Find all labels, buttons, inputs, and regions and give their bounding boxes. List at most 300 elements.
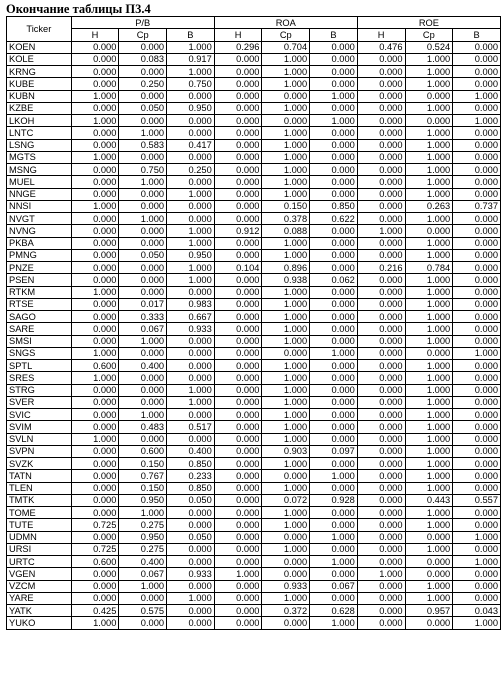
value-cell: 1.000 xyxy=(119,213,167,225)
value-cell: 0.000 xyxy=(357,433,405,445)
value-cell: 0.000 xyxy=(310,139,358,151)
value-cell: 1.000 xyxy=(453,90,501,102)
value-cell: 0.104 xyxy=(214,262,262,274)
value-cell: 0.000 xyxy=(310,298,358,310)
value-cell: 0.000 xyxy=(453,188,501,200)
ticker-cell: SVER xyxy=(7,396,72,408)
header-row-sub xyxy=(7,29,501,41)
value-cell: 0.583 xyxy=(119,139,167,151)
value-cell: 0.000 xyxy=(214,360,262,372)
value-cell: 0.000 xyxy=(310,421,358,433)
value-cell: 1.000 xyxy=(119,409,167,421)
table-row xyxy=(7,507,501,519)
value-cell: 0.000 xyxy=(453,580,501,592)
value-cell: 0.000 xyxy=(71,482,119,494)
value-cell: 0.000 xyxy=(214,445,262,457)
ticker-cell: PNZE xyxy=(7,262,72,274)
table-row xyxy=(7,139,501,151)
value-cell: 1.000 xyxy=(405,396,453,408)
value-cell: 0.000 xyxy=(214,605,262,617)
value-cell: 0.000 xyxy=(357,200,405,212)
value-cell: 0.000 xyxy=(310,396,358,408)
value-cell: 0.000 xyxy=(71,580,119,592)
value-cell: 0.000 xyxy=(119,90,167,102)
value-cell: 0.903 xyxy=(262,445,310,457)
value-cell: 0.000 xyxy=(453,433,501,445)
value-cell: 0.000 xyxy=(453,384,501,396)
value-cell: 0.000 xyxy=(214,66,262,78)
value-cell: 1.000 xyxy=(310,347,358,359)
table-row xyxy=(7,151,501,163)
table-row xyxy=(7,323,501,335)
value-cell: 0.000 xyxy=(357,127,405,139)
value-cell: 0.050 xyxy=(119,102,167,114)
ticker-cell: NNSI xyxy=(7,200,72,212)
value-cell: 0.378 xyxy=(262,213,310,225)
value-cell: 0.517 xyxy=(167,421,215,433)
value-cell: 0.000 xyxy=(405,568,453,580)
value-cell: 0.400 xyxy=(119,556,167,568)
value-cell: 0.784 xyxy=(405,262,453,274)
value-cell: 1.000 xyxy=(262,592,310,604)
value-cell: 0.000 xyxy=(357,139,405,151)
table-caption: Окончание таблицы П3.4 xyxy=(6,2,151,16)
value-cell: 0.000 xyxy=(214,164,262,176)
value-cell: 1.000 xyxy=(405,127,453,139)
value-cell: 1.000 xyxy=(71,115,119,127)
value-cell: 0.000 xyxy=(167,556,215,568)
table-row xyxy=(7,90,501,102)
value-cell: 0.000 xyxy=(214,372,262,384)
value-cell: 0.000 xyxy=(214,433,262,445)
value-cell: 1.000 xyxy=(453,556,501,568)
value-cell: 0.000 xyxy=(310,188,358,200)
value-cell: 1.000 xyxy=(310,470,358,482)
value-cell: 0.400 xyxy=(167,445,215,457)
value-cell: 0.072 xyxy=(262,494,310,506)
ticker-cell: TOME xyxy=(7,507,72,519)
value-cell: 1.000 xyxy=(357,225,405,237)
value-cell: 1.000 xyxy=(310,556,358,568)
value-cell: 1.000 xyxy=(71,433,119,445)
value-cell: 0.050 xyxy=(119,249,167,261)
value-cell: 1.000 xyxy=(453,531,501,543)
value-cell: 0.000 xyxy=(453,274,501,286)
value-cell: 0.000 xyxy=(453,409,501,421)
value-cell: 0.725 xyxy=(71,519,119,531)
value-cell: 0.000 xyxy=(214,458,262,470)
value-cell: 1.000 xyxy=(262,421,310,433)
ticker-cell: UDMN xyxy=(7,531,72,543)
value-cell: 0.000 xyxy=(119,396,167,408)
value-cell: 0.097 xyxy=(310,445,358,457)
value-cell: 0.000 xyxy=(357,90,405,102)
value-cell: 0.000 xyxy=(214,519,262,531)
value-cell: 0.000 xyxy=(214,409,262,421)
value-cell: 0.000 xyxy=(119,617,167,629)
value-cell: 0.000 xyxy=(214,102,262,114)
value-cell: 0.000 xyxy=(119,237,167,249)
value-cell: 0.000 xyxy=(453,482,501,494)
value-cell: 0.476 xyxy=(357,41,405,53)
value-cell: 0.000 xyxy=(310,592,358,604)
value-cell: 0.000 xyxy=(453,372,501,384)
ticker-cell: SVLN xyxy=(7,433,72,445)
table-row xyxy=(7,102,501,114)
table-header xyxy=(7,17,501,42)
value-cell: 1.000 xyxy=(310,115,358,127)
value-cell: 0.000 xyxy=(357,617,405,629)
value-cell: 1.000 xyxy=(167,188,215,200)
value-cell: 0.000 xyxy=(357,323,405,335)
value-cell: 0.000 xyxy=(214,470,262,482)
ticker-cell: KOLE xyxy=(7,53,72,65)
value-cell: 1.000 xyxy=(310,617,358,629)
value-cell: 0.000 xyxy=(214,617,262,629)
value-cell: 0.000 xyxy=(310,66,358,78)
table-row xyxy=(7,200,501,212)
value-cell: 0.938 xyxy=(262,274,310,286)
value-cell: 1.000 xyxy=(453,617,501,629)
value-cell: 1.000 xyxy=(262,164,310,176)
ticker-cell: SAGO xyxy=(7,311,72,323)
value-cell: 0.000 xyxy=(262,556,310,568)
value-cell: 0.750 xyxy=(119,164,167,176)
value-cell: 1.000 xyxy=(71,151,119,163)
value-cell: 1.000 xyxy=(262,311,310,323)
value-cell: 1.000 xyxy=(405,482,453,494)
ticker-cell: SVPN xyxy=(7,445,72,457)
table-row xyxy=(7,78,501,90)
value-cell: 0.000 xyxy=(453,237,501,249)
table-row xyxy=(7,421,501,433)
value-cell: 0.000 xyxy=(262,568,310,580)
value-cell: 1.000 xyxy=(71,617,119,629)
value-cell: 0.000 xyxy=(214,298,262,310)
value-cell: 1.000 xyxy=(262,360,310,372)
value-cell: 0.000 xyxy=(453,213,501,225)
value-cell: 0.000 xyxy=(453,41,501,53)
value-cell: 0.000 xyxy=(357,396,405,408)
value-cell: 1.000 xyxy=(262,507,310,519)
value-cell: 1.000 xyxy=(262,298,310,310)
value-cell: 1.000 xyxy=(167,66,215,78)
value-cell: 0.000 xyxy=(310,262,358,274)
value-cell: 0.000 xyxy=(357,274,405,286)
table-row xyxy=(7,360,501,372)
value-cell: 0.000 xyxy=(167,115,215,127)
value-cell: 0.000 xyxy=(214,543,262,555)
table-row xyxy=(7,188,501,200)
value-cell: 1.000 xyxy=(405,360,453,372)
value-cell: 0.000 xyxy=(71,139,119,151)
value-cell: 0.000 xyxy=(119,372,167,384)
value-cell: 0.000 xyxy=(214,127,262,139)
value-cell: 0.000 xyxy=(71,262,119,274)
value-cell: 0.000 xyxy=(71,53,119,65)
value-cell: 0.000 xyxy=(214,494,262,506)
value-cell: 0.000 xyxy=(405,115,453,127)
value-cell: 0.000 xyxy=(214,249,262,261)
value-cell: 0.443 xyxy=(405,494,453,506)
value-cell: 0.000 xyxy=(71,592,119,604)
value-cell: 1.000 xyxy=(405,102,453,114)
ticker-cell: TATN xyxy=(7,470,72,482)
value-cell: 0.000 xyxy=(167,176,215,188)
value-cell: 0.000 xyxy=(71,225,119,237)
value-cell: 0.000 xyxy=(453,249,501,261)
value-cell: 0.275 xyxy=(119,543,167,555)
value-cell: 0.933 xyxy=(262,580,310,592)
value-cell: 0.928 xyxy=(310,494,358,506)
table-row xyxy=(7,568,501,580)
value-cell: 1.000 xyxy=(214,568,262,580)
value-cell: 0.000 xyxy=(167,433,215,445)
value-cell: 0.000 xyxy=(214,274,262,286)
value-cell: 0.000 xyxy=(214,188,262,200)
value-cell: 0.067 xyxy=(119,323,167,335)
table-row xyxy=(7,274,501,286)
value-cell: 1.000 xyxy=(71,286,119,298)
value-cell: 0.950 xyxy=(119,531,167,543)
value-cell: 0.250 xyxy=(167,164,215,176)
value-cell: 0.000 xyxy=(405,347,453,359)
value-cell: 0.933 xyxy=(167,568,215,580)
value-cell: 0.000 xyxy=(262,90,310,102)
ticker-cell: NNGE xyxy=(7,188,72,200)
table-body xyxy=(7,41,501,629)
value-cell: 1.000 xyxy=(262,53,310,65)
table-row xyxy=(7,311,501,323)
value-cell: 0.000 xyxy=(214,507,262,519)
value-cell: 0.000 xyxy=(71,41,119,53)
value-cell: 0.000 xyxy=(119,347,167,359)
value-cell: 0.000 xyxy=(357,507,405,519)
value-cell: 0.000 xyxy=(453,396,501,408)
value-cell: 1.000 xyxy=(405,249,453,261)
value-cell: 1.000 xyxy=(119,507,167,519)
value-cell: 1.000 xyxy=(405,335,453,347)
value-cell: 0.263 xyxy=(405,200,453,212)
table-row xyxy=(7,556,501,568)
value-cell: 0.150 xyxy=(119,458,167,470)
table-row xyxy=(7,470,501,482)
value-cell: 0.000 xyxy=(214,592,262,604)
value-cell: 0.000 xyxy=(310,507,358,519)
ticker-cell: STRG xyxy=(7,384,72,396)
value-cell: 0.000 xyxy=(71,458,119,470)
value-cell: 0.000 xyxy=(357,421,405,433)
value-cell: 0.000 xyxy=(357,592,405,604)
value-cell: 0.000 xyxy=(71,507,119,519)
value-cell: 0.000 xyxy=(214,396,262,408)
value-cell: 0.000 xyxy=(357,347,405,359)
value-cell: 0.000 xyxy=(453,176,501,188)
value-cell: 0.000 xyxy=(357,372,405,384)
table-row xyxy=(7,384,501,396)
value-cell: 0.600 xyxy=(119,445,167,457)
value-cell: 1.000 xyxy=(262,286,310,298)
value-cell: 0.000 xyxy=(119,66,167,78)
value-cell: 0.150 xyxy=(262,200,310,212)
value-cell: 1.000 xyxy=(119,580,167,592)
value-cell: 0.483 xyxy=(119,421,167,433)
value-cell: 0.000 xyxy=(71,445,119,457)
value-cell: 0.000 xyxy=(357,164,405,176)
value-cell: 1.000 xyxy=(405,433,453,445)
value-cell: 0.000 xyxy=(357,470,405,482)
value-cell: 0.000 xyxy=(119,225,167,237)
value-cell: 0.000 xyxy=(214,78,262,90)
value-cell: 0.000 xyxy=(167,90,215,102)
value-cell: 0.417 xyxy=(167,139,215,151)
table-row xyxy=(7,543,501,555)
header-sub-h: H xyxy=(357,29,405,41)
value-cell: 0.000 xyxy=(310,519,358,531)
value-cell: 0.083 xyxy=(119,53,167,65)
value-cell: 0.000 xyxy=(310,53,358,65)
value-cell: 1.000 xyxy=(167,274,215,286)
value-cell: 0.983 xyxy=(167,298,215,310)
value-cell: 1.000 xyxy=(167,262,215,274)
value-cell: 0.000 xyxy=(357,494,405,506)
value-cell: 0.000 xyxy=(453,519,501,531)
value-cell: 1.000 xyxy=(71,347,119,359)
value-cell: 0.000 xyxy=(119,384,167,396)
value-cell: 0.000 xyxy=(453,102,501,114)
value-cell: 0.000 xyxy=(453,139,501,151)
value-cell: 0.575 xyxy=(119,605,167,617)
value-cell: 1.000 xyxy=(405,66,453,78)
value-cell: 0.216 xyxy=(357,262,405,274)
value-cell: 0.000 xyxy=(119,200,167,212)
ticker-cell: TLEN xyxy=(7,482,72,494)
value-cell: 1.000 xyxy=(405,298,453,310)
header-sub-cp: Cp xyxy=(262,29,310,41)
value-cell: 1.000 xyxy=(405,372,453,384)
ticker-cell: NVNG xyxy=(7,225,72,237)
value-cell: 0.000 xyxy=(71,249,119,261)
value-cell: 0.000 xyxy=(214,580,262,592)
header-sub-b: B xyxy=(453,29,501,41)
value-cell: 0.000 xyxy=(71,421,119,433)
value-cell: 1.000 xyxy=(357,568,405,580)
value-cell: 1.000 xyxy=(310,531,358,543)
value-cell: 0.067 xyxy=(119,568,167,580)
value-cell: 0.000 xyxy=(357,188,405,200)
value-cell: 0.000 xyxy=(357,151,405,163)
value-cell: 1.000 xyxy=(405,470,453,482)
value-cell: 1.000 xyxy=(262,139,310,151)
value-cell: 1.000 xyxy=(262,384,310,396)
value-cell: 0.000 xyxy=(310,164,358,176)
value-cell: 0.000 xyxy=(310,127,358,139)
value-cell: 0.000 xyxy=(214,139,262,151)
value-cell: 1.000 xyxy=(405,176,453,188)
value-cell: 0.000 xyxy=(453,78,501,90)
value-cell: 0.000 xyxy=(310,286,358,298)
value-cell: 0.000 xyxy=(310,335,358,347)
value-cell: 1.000 xyxy=(405,421,453,433)
table-row xyxy=(7,115,501,127)
value-cell: 0.000 xyxy=(453,66,501,78)
value-cell: 0.737 xyxy=(453,200,501,212)
value-cell: 1.000 xyxy=(71,372,119,384)
value-cell: 0.000 xyxy=(167,543,215,555)
data-table xyxy=(6,16,501,630)
value-cell: 0.000 xyxy=(167,605,215,617)
ticker-cell: PMNG xyxy=(7,249,72,261)
ticker-cell: RTSE xyxy=(7,298,72,310)
value-cell: 0.000 xyxy=(357,445,405,457)
value-cell: 1.000 xyxy=(405,409,453,421)
value-cell: 0.000 xyxy=(453,360,501,372)
value-cell: 0.000 xyxy=(357,102,405,114)
value-cell: 1.000 xyxy=(262,66,310,78)
value-cell: 0.017 xyxy=(119,298,167,310)
value-cell: 0.917 xyxy=(167,53,215,65)
value-cell: 0.667 xyxy=(167,311,215,323)
value-cell: 0.000 xyxy=(405,90,453,102)
ticker-cell: NVGT xyxy=(7,213,72,225)
ticker-cell: SVZK xyxy=(7,458,72,470)
table-row xyxy=(7,494,501,506)
ticker-cell: VZCM xyxy=(7,580,72,592)
value-cell: 0.557 xyxy=(453,494,501,506)
value-cell: 0.000 xyxy=(71,213,119,225)
value-cell: 0.000 xyxy=(453,421,501,433)
value-cell: 1.000 xyxy=(119,127,167,139)
ticker-cell: PKBA xyxy=(7,237,72,249)
value-cell: 0.000 xyxy=(119,274,167,286)
ticker-cell: KRNG xyxy=(7,66,72,78)
value-cell: 0.088 xyxy=(262,225,310,237)
value-cell: 0.000 xyxy=(214,421,262,433)
value-cell: 0.000 xyxy=(453,262,501,274)
value-cell: 0.400 xyxy=(119,360,167,372)
value-cell: 0.000 xyxy=(357,531,405,543)
ticker-cell: TMTK xyxy=(7,494,72,506)
value-cell: 0.000 xyxy=(167,519,215,531)
value-cell: 0.000 xyxy=(357,53,405,65)
header-sub-b: B xyxy=(310,29,358,41)
value-cell: 1.000 xyxy=(262,458,310,470)
value-cell: 0.000 xyxy=(310,249,358,261)
value-cell: 0.850 xyxy=(167,482,215,494)
value-cell: 1.000 xyxy=(262,176,310,188)
table-row xyxy=(7,213,501,225)
ticker-cell: PSEN xyxy=(7,274,72,286)
value-cell: 0.000 xyxy=(167,617,215,629)
value-cell: 0.000 xyxy=(453,151,501,163)
value-cell: 0.000 xyxy=(167,200,215,212)
ticker-cell: LKOH xyxy=(7,115,72,127)
value-cell: 0.000 xyxy=(357,298,405,310)
value-cell: 0.000 xyxy=(71,470,119,482)
value-cell: 0.000 xyxy=(167,347,215,359)
value-cell: 0.000 xyxy=(167,213,215,225)
table-row xyxy=(7,347,501,359)
table-row xyxy=(7,592,501,604)
table-row xyxy=(7,396,501,408)
table-row xyxy=(7,482,501,494)
value-cell: 0.000 xyxy=(214,90,262,102)
table-row xyxy=(7,605,501,617)
value-cell: 0.000 xyxy=(357,360,405,372)
value-cell: 1.000 xyxy=(405,237,453,249)
value-cell: 0.000 xyxy=(310,409,358,421)
value-cell: 0.000 xyxy=(71,568,119,580)
